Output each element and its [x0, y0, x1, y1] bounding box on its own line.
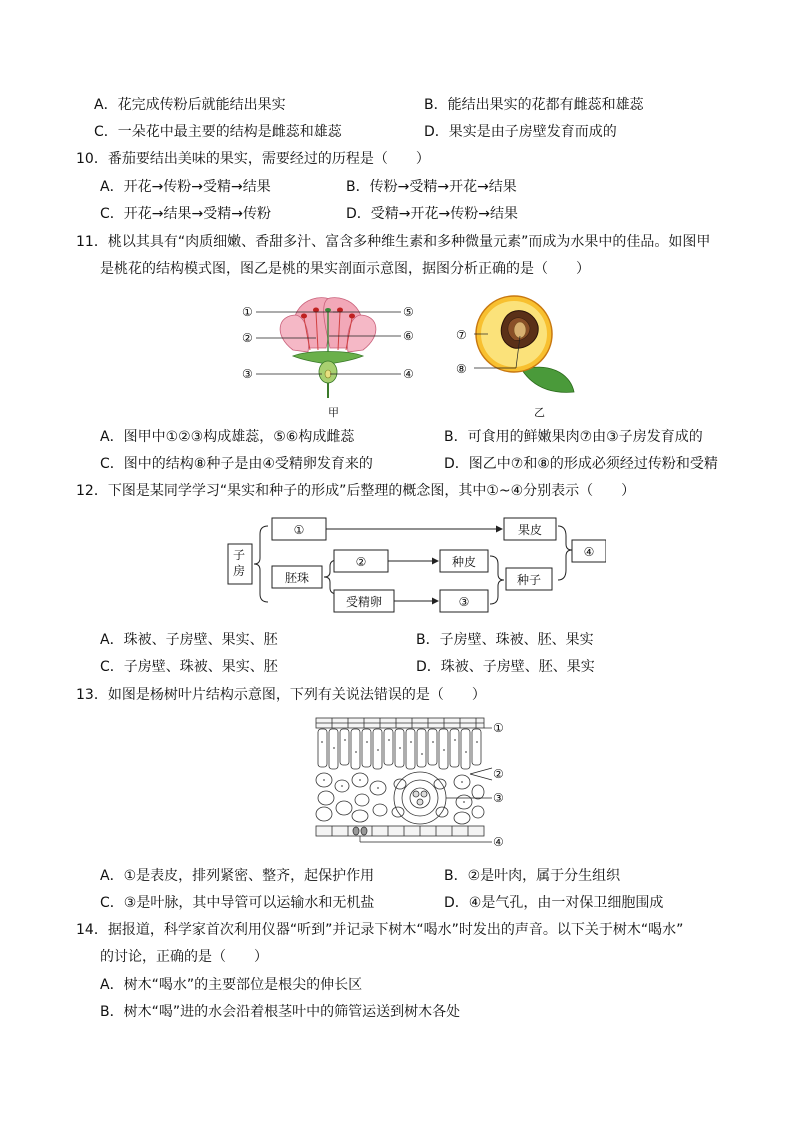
q13-option-a: A．①是表皮，排列紧密、整齐，起保护作用	[100, 868, 375, 884]
flower-label-4: ④	[403, 367, 414, 381]
q11-option-a: A．图甲中①②③构成雄蕊，⑤⑥构成雌蕊	[100, 429, 355, 445]
q14-option-a: A．树木“喝水”的主要部位是根尖的伸长区	[100, 977, 363, 993]
q13-option-c: C．③是叶脉，其中导管可以运输水和无机盐	[100, 895, 375, 911]
flower-label-6: ⑥	[403, 329, 414, 343]
q10-option-d: D．受精→开花→传粉→结果	[346, 206, 518, 222]
prev-option-d: D．果实是由子房壁发育而成的	[424, 124, 617, 140]
q11-option-d: D．图乙中⑦和⑧的形成必须经过传粉和受精	[444, 456, 718, 472]
q10-option-a: A．开花→传粉→受精→结果	[100, 179, 271, 195]
q13-stem: 13．如图是杨树叶片结构示意图，下列有关说法错误的是（ ）	[76, 687, 486, 703]
diagram-box-3: ③	[458, 595, 470, 609]
q10-stem: 10．番茄要结出美味的果实，需要经过的历程是（ ）	[76, 151, 430, 167]
leaf-label-3: ③	[493, 791, 504, 805]
fruit-label-7: ⑦	[456, 328, 467, 342]
leaf-label-2: ②	[493, 767, 504, 781]
concept-map-diagram	[226, 512, 606, 620]
q13-option-d: D．④是气孔，由一对保卫细胞围成	[444, 895, 664, 911]
q14-option-b: B．树木“喝”进的水会沿着根茎叶中的筛管运送到树木各处	[100, 1004, 461, 1020]
diagram-box-4: ④	[583, 545, 595, 559]
caption-yi: 乙	[534, 406, 545, 419]
q10-option-b: B．传粉→受精→开花→结果	[346, 179, 517, 195]
q12-stem: 12．下图是某同学学习“果实和种子的形成”后整理的概念图，其中①~④分别表示（ ）	[76, 483, 636, 499]
flower-label-1: ①	[242, 305, 253, 319]
diagram-seed: 种子	[516, 573, 542, 587]
diagram-box-2: ②	[355, 555, 367, 569]
peach-fruit-figure	[452, 292, 582, 402]
q10-option-c: C．开花→结果→受精→传粉	[100, 206, 271, 222]
prev-option-a: A．花完成传粉后就能结出果实	[94, 97, 286, 113]
prev-option-b: B．能结出果实的花都有雌蕊和雄蕊	[424, 97, 644, 113]
flower-label-2: ②	[242, 331, 253, 345]
prev-option-c: C．一朵花中最主要的结构是雌蕊和雄蕊	[94, 124, 342, 140]
q11-stem-line2: 是桃花的结构模式图，图乙是桃的果实剖面示意图，据图分析正确的是（ ）	[100, 261, 590, 277]
diagram-ovule: 胚珠	[284, 571, 310, 585]
leaf-label-1: ①	[493, 721, 504, 735]
fruit-label-8: ⑧	[456, 362, 467, 376]
leaf-label-4: ④	[493, 835, 504, 849]
leaf-structure-figure	[312, 714, 512, 854]
diagram-fertilized-egg: 受精卵	[345, 595, 383, 609]
q12-option-a: A．珠被、子房壁、果实、胚	[100, 632, 278, 648]
flower-label-5: ⑤	[403, 305, 414, 319]
diagram-ovary: 子房	[232, 548, 245, 578]
q11-stem-line1: 11．桃以其具有“肉质细嫩、香甜多汁、富含多种维生素和多种微量元素”而成为水果中的佳品。如图甲	[76, 234, 711, 250]
peach-flower-figure	[238, 290, 418, 400]
q12-option-d: D．珠被、子房壁、胚、果实	[416, 659, 595, 675]
q11-option-c: C．图中的结构⑧种子是由④受精卵发育来的	[100, 456, 373, 472]
flower-label-3: ③	[242, 367, 253, 381]
q14-stem-line1: 14．据报道，科学家首次利用仪器“听到”并记录下树木“喝水”时发出的声音。以下关于树木“喝水”	[76, 922, 684, 938]
caption-jia: 甲	[328, 406, 339, 419]
q11-option-b: B．可食用的鲜嫩果肉⑦由③子房发育成的	[444, 429, 703, 445]
q13-option-b: B．②是叶肉，属于分生组织	[444, 868, 621, 884]
q12-option-b: B．子房壁、珠被、胚、果实	[416, 632, 594, 648]
q14-stem-line2: 的讨论，正确的是（ ）	[100, 949, 268, 965]
diagram-seed-coat: 种皮	[451, 555, 477, 569]
q12-option-c: C．子房壁、珠被、果实、胚	[100, 659, 278, 675]
diagram-pericarp: 果皮	[517, 523, 543, 537]
diagram-box-1: ①	[293, 523, 305, 537]
